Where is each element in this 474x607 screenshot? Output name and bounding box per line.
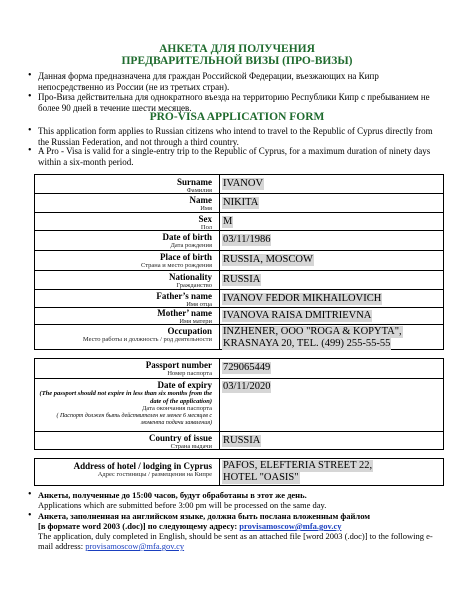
father-value[interactable]: IVANOV FEDOR MIKHAILOVICH [223, 293, 382, 304]
hotel-label-ru: Адрес гостиницы / размещения на Кипре [97, 471, 212, 478]
pob-value[interactable]: RUSSIA, MOSCOW [223, 254, 313, 265]
nationality-value[interactable]: RUSSIA [223, 274, 261, 285]
father-label-ru: Имя отца [186, 301, 212, 308]
dob-label-ru: Дата рождения [170, 242, 212, 249]
footer-bullet-submission [38, 511, 444, 551]
deadline-ru: Анкеты, полученные до 15:00 часов, будут обработаны в этот же день. [38, 490, 307, 500]
hotel-value-line1[interactable]: PAFOS, ELEFTERIA STREET 22, [223, 460, 373, 471]
occupation-label-ru: Место работы и должность / род деятельности [82, 336, 212, 343]
issue-value[interactable]: RUSSIA [223, 435, 261, 446]
deadline-en: Applications which are submitted before 3:00 pm will be processed on the same day. [38, 500, 327, 510]
name-label: Name [189, 195, 212, 205]
intro-ru-bullet-2: • Про-Виза действительна для однократного въезда на территорию Республики Кипр с пребыванием не более 90 дней в течение шести месяцев. [38, 92, 442, 113]
mother-value[interactable]: IVANOVA RAISA DMITRIEVNA [223, 310, 372, 321]
form-title-en: PRO-VISA APPLICATION FORM [149, 111, 325, 123]
passport-number-label-ru: Номер паспорта [167, 370, 212, 377]
row-date-of-birth [35, 230, 443, 250]
row-country-of-issue [35, 431, 443, 451]
occupation-label: Occupation [167, 326, 212, 336]
row-sex [35, 212, 443, 230]
sex-label-ru: Пол [200, 224, 212, 231]
expiry-label: Date of expiry [157, 380, 212, 390]
sex-label: Sex [198, 214, 212, 224]
row-father-name [35, 289, 443, 307]
nationality-label: Nationality [168, 272, 212, 282]
row-passport-number [35, 359, 443, 378]
row-surname [35, 175, 443, 193]
pob-label: Place of birth [160, 252, 212, 262]
surname-label-ru: Фамилия [186, 187, 212, 194]
expiry-label-ru: Дата окончания паспорта [141, 405, 212, 412]
submission-email-link-en[interactable]: provisamoscow@mfa.gov.cy [85, 541, 185, 551]
intro-en-bullet-2: • A Pro - Visa is valid for a single-entry trip to the Republic of Cyprus, for a maximum duration of ninety days within a six-month period. [38, 146, 442, 167]
form-title-ru-line1: АНКЕТА ДЛЯ ПОЛУЧЕНИЯ [159, 43, 315, 55]
personal-details-table [34, 174, 444, 350]
name-value[interactable]: NIKITA [223, 197, 259, 208]
intro-en-bullet-1: • This application form applies to Russian citizens who intend to travel to the Republic of Cyprus directly from the Russian Federation, and not through a third country. [38, 126, 442, 147]
expiry-note-ru: ( Паспорт должен быть действителен не менее 6 месяцев с момента подачи заявления) [56, 413, 212, 426]
hotel-label: Address of hotel / lodging in Cyprus [73, 461, 212, 471]
pob-label-ru: Страна и место рождения [140, 262, 212, 269]
name-label-ru: Имя [200, 205, 212, 212]
footer-bullet-deadline [38, 490, 444, 510]
dob-value[interactable]: 03/11/1986 [223, 234, 271, 245]
hotel-value-line2[interactable]: HOTEL "OASIS" [223, 472, 299, 483]
mother-label-ru: Имя матери [179, 318, 212, 325]
issue-label-ru: Страна выдачи [170, 443, 212, 450]
issue-label: Country of issue [148, 433, 212, 443]
submission-en: The application, duly completed in English, should be sent as an attached file [word 2003 (.doc)] to the following e-mail address: [38, 531, 433, 551]
sex-value[interactable]: M [223, 216, 233, 227]
nationality-label-ru: Гражданство [176, 282, 212, 289]
row-nationality [35, 270, 443, 289]
row-hotel-address [35, 459, 443, 487]
row-place-of-birth [35, 250, 443, 270]
form-title-ru-line2: ПРЕДВАРИТЕЛЬНОЙ ВИЗЫ (ПРО-ВИЗЫ) [121, 55, 353, 67]
dob-label: Date of birth [162, 232, 212, 242]
intro-ru-bullet-1: • Данная форма предназначена для граждан Российской Федерации, въезжающих на Кипр непосредственно из России (не из третьих стран). [38, 71, 442, 92]
hotel-details-table [34, 458, 444, 486]
father-label: Father’s name [156, 291, 212, 301]
expiry-note-en: (The passport should not expire in less than six months from the date of the application) [39, 390, 212, 405]
occupation-value-line2[interactable]: KRASNAYA 20, TEL. (499) 255-55-55 [223, 338, 391, 349]
surname-value[interactable]: IVANOV [223, 178, 264, 189]
row-date-of-expiry [35, 378, 443, 431]
passport-details-table [34, 358, 444, 450]
submission-ru: Анкета, заполненная на английском языке, должна быть послана вложенным файлом [38, 511, 371, 521]
row-mother-name [35, 307, 443, 324]
submission-ru-format: [в формате word 2003 (.doc)] по следующему адресу: [38, 521, 240, 531]
submission-email-link[interactable]: provisamoscow@mfa.gov.cy [239, 521, 342, 531]
passport-number-value[interactable]: 729065449 [223, 362, 271, 373]
passport-number-label: Passport number [145, 360, 212, 370]
expiry-value[interactable]: 03/11/2020 [223, 381, 271, 392]
row-occupation [35, 324, 443, 351]
occupation-value-line1[interactable]: INZHENER, OOO "ROGA & KOPYTA", [223, 326, 402, 337]
surname-label: Surname [176, 177, 212, 187]
row-name [35, 193, 443, 212]
mother-label: Mother’ name [157, 308, 212, 318]
